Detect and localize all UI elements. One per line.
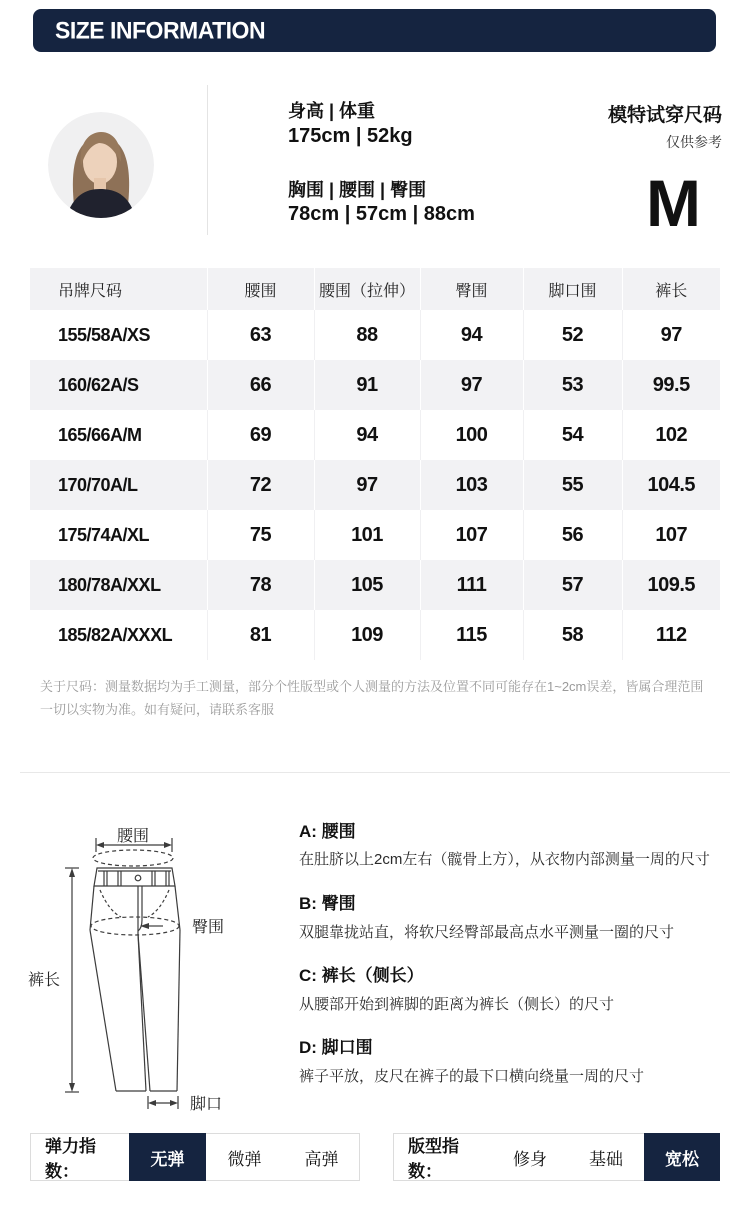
definition-term: A: 腰围: [299, 822, 356, 841]
measure-cell: 109.5: [622, 560, 720, 610]
measure-cell: 112: [622, 610, 720, 660]
measure-cell: 102: [622, 410, 720, 460]
measure-cell: 99.5: [622, 360, 720, 410]
stat-label: 胸围 | 腰围 | 臀围: [288, 179, 427, 200]
measure-cell: 94: [420, 310, 523, 360]
size-name-cell: 180/78A/XXL: [58, 574, 161, 595]
measure-cell: 88: [314, 310, 420, 360]
definition-desc: 裤子平放，皮尺在裤子的最下口横向绕量一周的尺寸: [299, 1067, 645, 1085]
definition-desc: 双腿靠拢站直，将软尺经臀部最高点水平测量一圈的尺寸: [299, 923, 675, 941]
vertical-divider: [207, 85, 208, 235]
size-name-cell: 155/58A/XS: [58, 324, 151, 345]
measure-cell: 107: [420, 510, 523, 560]
elasticity-index-box: [30, 1133, 360, 1181]
measure-cell: 58: [523, 610, 622, 660]
index-option-selected: 无弹: [129, 1133, 206, 1181]
size-name-cell: 175/74A/XL: [58, 524, 150, 545]
fit-title: 模特试穿尺码: [607, 105, 722, 126]
definition-desc: 在肚脐以上2cm左右（髋骨上方），从衣物内部测量一周的尺寸: [299, 851, 710, 869]
measure-cell: 55: [523, 460, 622, 510]
page-title: SIZE INFORMATION: [55, 16, 266, 44]
hip-label: 臀围: [192, 919, 225, 936]
table-row: [30, 460, 720, 510]
column-header: 臀围: [420, 268, 523, 310]
column-header: 裤长: [622, 268, 720, 310]
measure-cell: 56: [523, 510, 622, 560]
size-table-header-row: [30, 268, 720, 310]
measure-cell: 54: [523, 410, 622, 460]
measure-cell: 52: [523, 310, 622, 360]
measure-cell: 97: [314, 460, 420, 510]
measure-cell: 107: [622, 510, 720, 560]
measure-cell: 109: [314, 610, 420, 660]
measure-cell: 97: [622, 310, 720, 360]
column-header: 腰围（拉伸）: [314, 268, 420, 310]
index-option: 修身: [513, 1149, 547, 1169]
measure-cell: 69: [207, 410, 314, 460]
definition-item: [299, 966, 734, 1015]
hem-label: 脚口: [190, 1096, 223, 1113]
measure-cell: 100: [420, 410, 523, 460]
definition-term: B: 臀围: [299, 894, 356, 914]
table-row: [30, 610, 720, 660]
measure-cell: 66: [207, 360, 314, 410]
model-fit: [500, 100, 722, 240]
size-name-cell: 165/66A/M: [58, 424, 142, 445]
measure-cell: 97: [420, 360, 523, 410]
column-header: 吊牌尺码: [30, 268, 207, 310]
table-row: [30, 560, 720, 610]
index-options: [129, 1133, 360, 1181]
fit-subtitle: 仅供参考: [666, 134, 722, 150]
model-avatar: [48, 112, 154, 218]
waist-label: 腰围: [116, 828, 150, 845]
definition-term: D: 脚口围: [299, 1038, 373, 1058]
definition-term: C: 裤长（侧长）: [299, 966, 424, 986]
definition-item: [299, 894, 734, 943]
horizontal-divider: [20, 772, 730, 773]
pants-diagram: [20, 812, 250, 1122]
size-name-cell: 170/70A/L: [58, 474, 138, 495]
size-name-cell: 160/62A/S: [58, 374, 139, 395]
size-name-cell: 185/82A/XXXL: [58, 624, 173, 645]
button-icon: [135, 875, 141, 881]
table-row: [30, 310, 720, 360]
index-options: [492, 1133, 720, 1181]
measure-cell: 111: [420, 560, 523, 610]
measure-cell: 94: [314, 410, 420, 460]
measure-cell: 75: [207, 510, 314, 560]
model-portrait-image: [48, 112, 154, 218]
stat-height-weight: [288, 100, 475, 149]
stat-bust-waist-hip: [288, 179, 475, 228]
measure-cell: 91: [314, 360, 420, 410]
stat-label: 身高 | 体重: [288, 101, 376, 121]
index-option: 微弹: [227, 1149, 262, 1169]
measure-cell: 53: [523, 360, 622, 410]
table-row: [30, 360, 720, 410]
size-note: 关于尺码：测量数据均为手工测量，部分个性版型或个人测量的方法及位置不同可能存在1~2cm误差，皆属合理范围一切以实物为准。如有疑问，请联系客服: [40, 679, 704, 717]
measure-cell: 105: [314, 560, 420, 610]
table-row: [30, 510, 720, 560]
measure-cell: 103: [420, 460, 523, 510]
definitions-list: [299, 822, 734, 1111]
measure-cell: 57: [523, 560, 622, 610]
size-table: [30, 268, 720, 660]
index-option: 高弹: [304, 1149, 339, 1169]
measure-cell: 72: [207, 460, 314, 510]
fit-size-letter: M: [646, 166, 700, 240]
index-label: 弹力指数：: [45, 1137, 96, 1181]
measure-cell: 78: [207, 560, 314, 610]
definition-item: [299, 822, 734, 871]
measure-cell: 104.5: [622, 460, 720, 510]
fit-type-index-box: [393, 1133, 720, 1181]
size-table-body: [30, 310, 720, 660]
column-header: 腰围: [207, 268, 314, 310]
measure-cell: 81: [207, 610, 314, 660]
length-label: 裤长: [28, 972, 61, 989]
measure-cell: 101: [314, 510, 420, 560]
table-row: [30, 410, 720, 460]
stat-value: 78cm | 57cm | 88cm: [288, 203, 475, 225]
index-label: 版型指数：: [408, 1137, 459, 1181]
measure-cell: 63: [207, 310, 314, 360]
definition-desc: 从腰部开始到裤脚的距离为裤长（侧长）的尺寸: [299, 995, 615, 1013]
index-option: 基础: [589, 1149, 623, 1169]
definition-item: [299, 1038, 734, 1087]
index-option-selected: 宽松: [644, 1133, 720, 1181]
section-title-bar: [33, 9, 716, 52]
model-stats: [288, 100, 475, 227]
measure-cell: 115: [420, 610, 523, 660]
column-header: 脚口围: [523, 268, 622, 310]
stat-value: 175cm | 52kg: [288, 124, 413, 147]
